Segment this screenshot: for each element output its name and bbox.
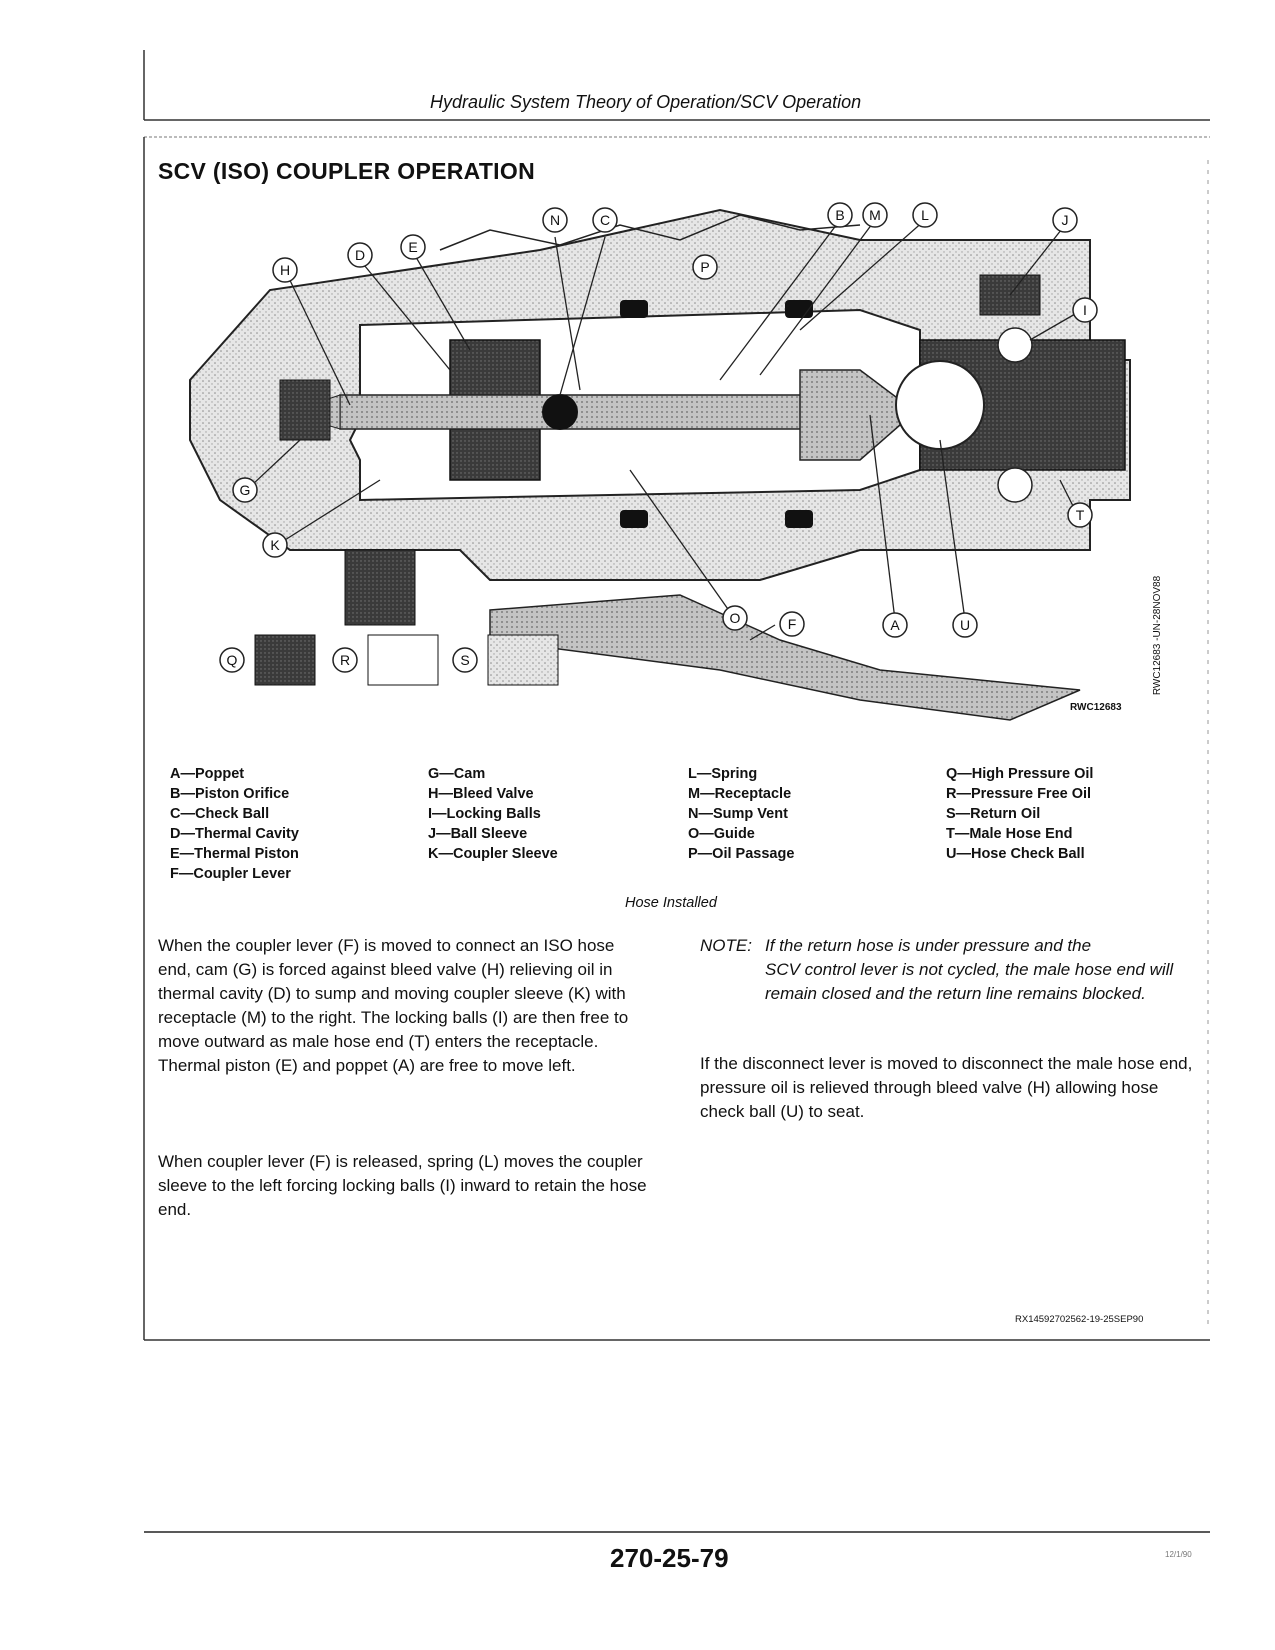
legend-col-3 [688,764,794,864]
callout-u [953,613,977,637]
callout-k [263,533,287,557]
legend-item: D—Thermal Cavity [170,826,299,842]
svg-text:R: R [339,652,351,668]
legend-item: C—Check Ball [170,806,270,822]
svg-text:Q: Q [226,652,238,668]
callout-a [883,613,907,637]
page-code: 12/1/90 [1165,1550,1192,1559]
svg-text:M: M [869,207,881,223]
svg-text:H: H [279,262,291,278]
callout-g [233,478,257,502]
legend-item: N—Sump Vent [688,806,788,822]
legend-item: I—Locking Balls [428,806,541,822]
legend-item: Q—High Pressure Oil [946,766,1094,782]
legend-item: K—Coupler Sleeve [428,846,558,862]
swatch-q [220,635,315,685]
svg-text:P: P [700,259,710,275]
legend-item: G—Cam [428,766,486,782]
page-number: 270-25-79 [610,1543,729,1573]
svg-text:S: S [460,652,470,668]
callout-e [401,235,425,259]
svg-text:G: G [239,482,251,498]
section-title: SCV (ISO) COUPLER OPERATION [158,158,535,184]
body-paragraph-3: If the disconnect lever is moved to disconnect the male hose end, pressure oil is relieved through bleed valve (H) allowing hose check ball (U) to seat. [700,1054,1193,1121]
swatch-s [453,635,558,685]
svg-text:I: I [1083,302,1087,318]
callout-t [1068,503,1092,527]
legend-item: O—Guide [688,826,755,842]
callout-c [593,208,617,232]
legend-item: F—Coupler Lever [170,866,291,882]
svg-text:F: F [787,616,797,632]
legend-item: A—Poppet [170,766,245,782]
svg-text:J: J [1061,212,1069,228]
legend-item: T—Male Hose End [946,826,1073,842]
running-header: Hydraulic System Theory of Operation/SCV Operation [430,92,862,112]
legend-item: J—Ball Sleeve [428,826,528,842]
coupler-diagram [160,200,1210,740]
callout-b [828,203,852,227]
note-first-line: If the return hose is under pressure and the [765,936,1092,955]
swatch-r [333,635,438,685]
legend-item: M—Receptacle [688,786,792,802]
legend-item: S—Return Oil [946,806,1041,822]
svg-text:O: O [729,610,741,626]
callout-i [1073,298,1097,322]
legend-col-1 [170,764,299,884]
legend-col-2 [428,764,558,864]
note-text: SCV control lever is not cycled, the male hose end will remain closed and the return line remains blocked. [765,960,1174,1003]
body-paragraph-2: When coupler lever (F) is released, spring (L) moves the coupler sleeve to the left forcing locking balls (I) inward to retain the hose end. [158,1152,647,1219]
legend-item: U—Hose Check Ball [946,846,1085,862]
legend-item: E—Thermal Piston [170,846,299,862]
footer-reference: RX14592702562-19-25SEP90 [1015,1314,1144,1325]
callout-n [543,208,567,232]
callout-j [1053,208,1077,232]
svg-text:T: T [1075,507,1085,523]
legend-col-4 [946,764,1093,864]
callout-o [723,606,747,630]
figure-caption: Hose Installed [625,895,717,911]
figure-id: RWC12683 [1070,702,1122,713]
svg-text:A: A [890,617,900,633]
svg-text:U: U [959,617,971,633]
callout-m [863,203,887,227]
callout-d [348,243,372,267]
legend-item: P—Oil Passage [688,846,795,862]
callout-h [273,258,297,282]
note-block [700,934,1200,1034]
legend-item: B—Piston Orifice [170,786,290,802]
note-label: NOTE: [700,936,752,955]
body-paragraph-1: When the coupler lever (F) is moved to connect an ISO hose end, cam (G) is forced against bleed valve (H) relieving oil in thermal cavity (D) to sump and moving coupler sleeve (K) with receptacle (M) to the right. The locking balls (I) are then free to move outward as male hose end (T) enters the receptacle. Thermal piston (E) and poppet (A) are free to move left. [158,936,629,1075]
legend-item: H—Bleed Valve [428,786,534,802]
svg-text:E: E [408,239,418,255]
svg-text:N: N [549,212,561,228]
svg-text:D: D [354,247,366,263]
figure-side-code: RWC12683 -UN-28NOV88 [1152,575,1164,696]
callout-p [693,255,717,279]
callout-f [780,612,804,636]
svg-text:K: K [270,537,280,553]
svg-text:C: C [599,212,611,228]
legend-item: L—Spring [688,766,758,782]
svg-text:L: L [921,207,929,223]
legend-item: R—Pressure Free Oil [946,786,1092,802]
svg-text:B: B [835,207,845,223]
callout-l [913,203,937,227]
